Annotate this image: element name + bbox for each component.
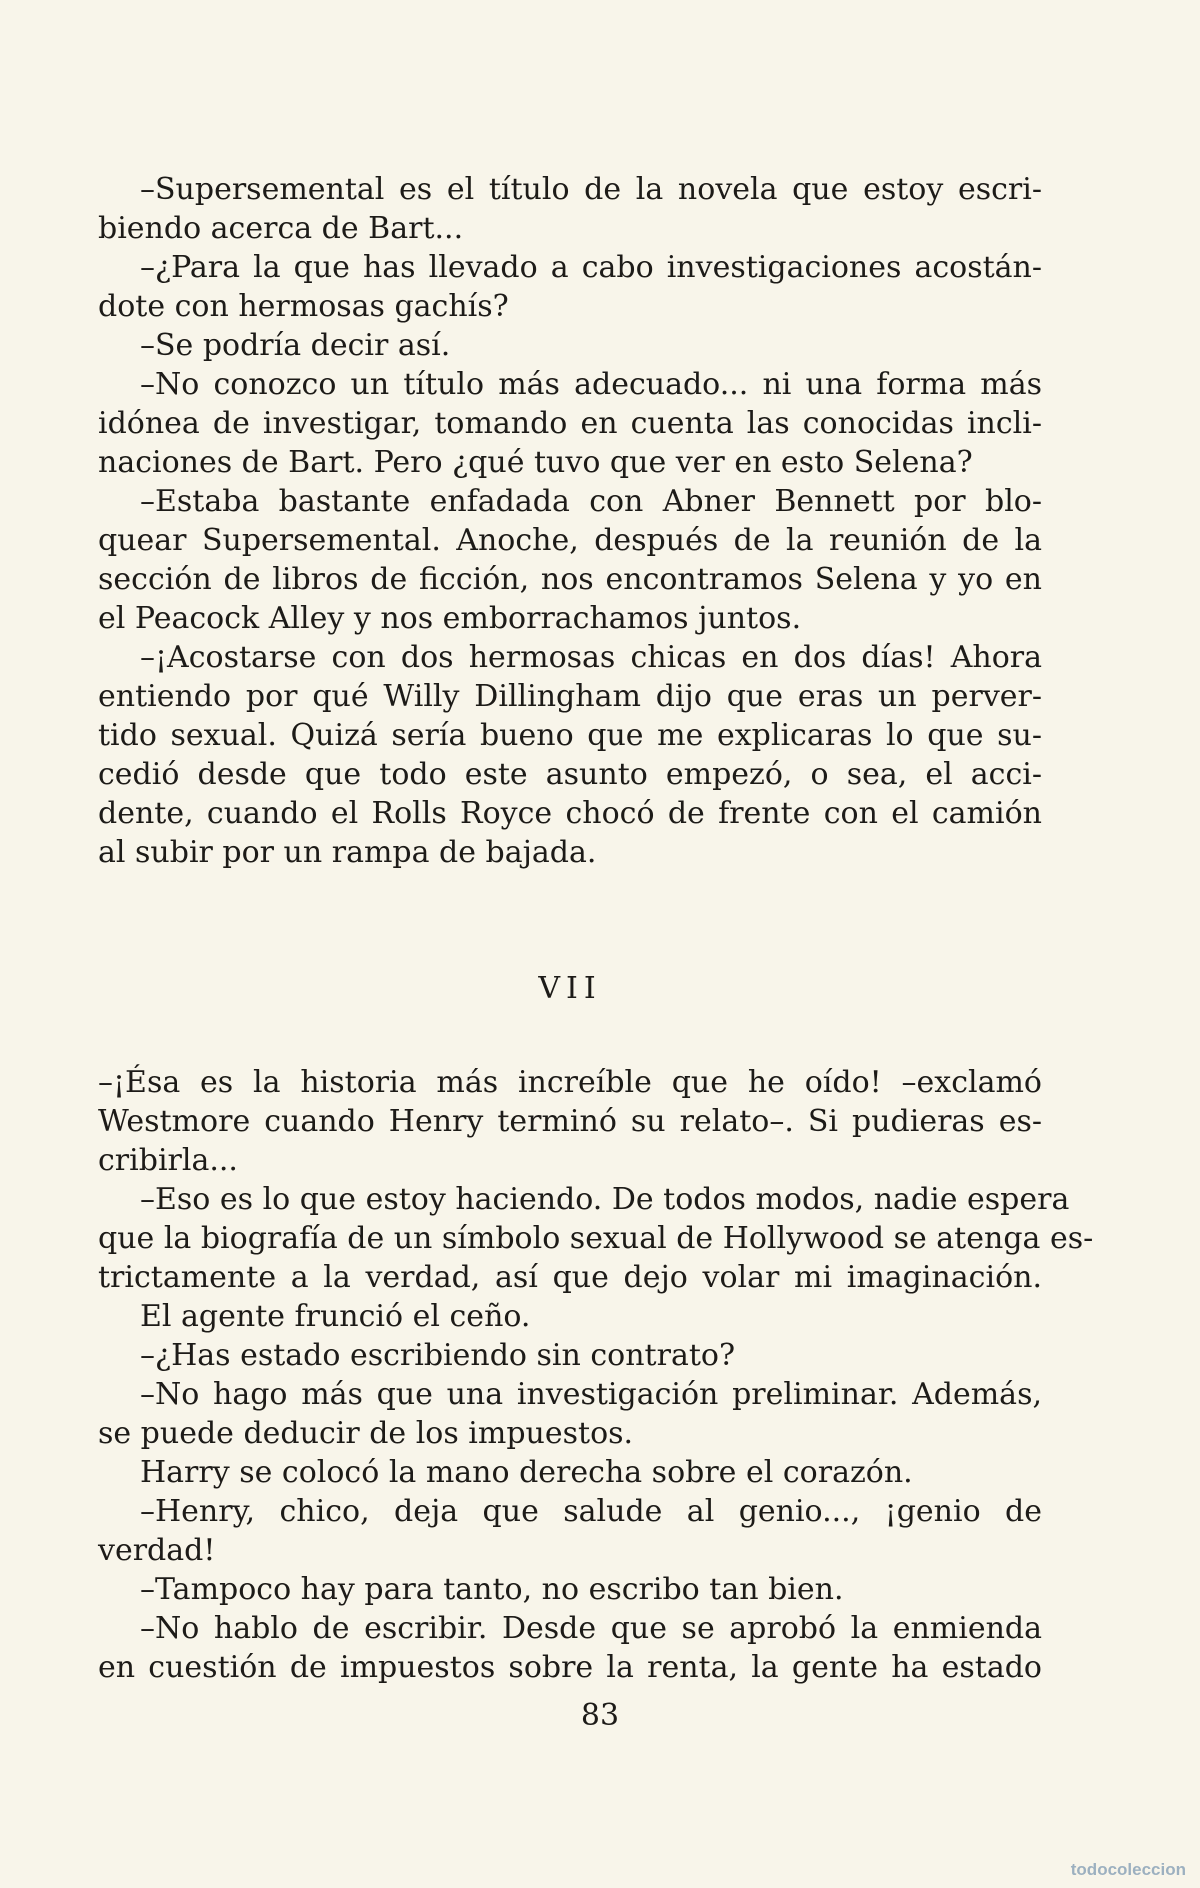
text-line: dente, cuando el Rolls Royce chocó de frente con el camión (98, 796, 1042, 831)
section-spacer (98, 1008, 1042, 1063)
text-line: biendo acerca de Bart... (98, 211, 464, 246)
text-line: sección de libros de ficción, nos encontramos Selena y yo en (98, 562, 1042, 597)
text-line: idónea de investigar, tomando en cuenta las conocidas incli- (98, 406, 1042, 441)
text-line: –Estaba bastante enfadada con Abner Bennett por blo- (140, 484, 1042, 519)
text-line: quear Supersemental. Anoche, después de la reunión de la (98, 523, 1042, 558)
text-line: –No hablo de escribir. Desde que se aprobó la enmienda (140, 1611, 1042, 1646)
text-line: entiendo por qué Willy Dillingham dijo que eras un perver- (98, 679, 1042, 714)
text-line: –¡Acostarse con dos hermosas chicas en dos días! Ahora (140, 640, 1042, 675)
watermark: todocoleccion (1070, 1860, 1186, 1879)
text-line: El agente frunció el ceño. (140, 1299, 531, 1334)
book-page-body (98, 170, 1094, 1687)
text-line: –Se podría decir así. (140, 328, 451, 363)
text-line: –Supersemental es el título de la novela que estoy escri- (140, 172, 1042, 207)
text-line: verdad! (98, 1533, 216, 1568)
text-line: el Peacock Alley y nos emborrachamos juntos. (98, 601, 802, 636)
text-line: en cuestión de impuestos sobre la renta, la gente ha estado (98, 1650, 1042, 1685)
text-line: tido sexual. Quizá sería bueno que me explicaras lo que su- (98, 718, 1042, 753)
text-line: –No hago más que una investigación preliminar. Además, (140, 1377, 1042, 1412)
page-number: 83 (580, 1698, 620, 1733)
text-line: que la biografía de un símbolo sexual de Hollywood se atenga es- (98, 1221, 1094, 1256)
text-line: al subir por un rampa de bajada. (98, 835, 597, 870)
chapter-heading: VII (538, 971, 602, 1006)
text-line: naciones de Bart. Pero ¿qué tuvo que ver en esto Selena? (98, 445, 973, 480)
text-line: cedió desde que todo este asunto empezó, o sea, el acci- (98, 757, 1042, 792)
text-line: –Eso es lo que estoy haciendo. De todos modos, nadie espera (140, 1182, 1070, 1217)
text-line: Westmore cuando Henry terminó su relato–. Si pudieras es- (98, 1104, 1042, 1139)
section-spacer (98, 872, 1042, 969)
text-line: cribirla... (98, 1143, 238, 1178)
text-line: –¿Has estado escribiendo sin contrato? (140, 1338, 736, 1373)
text-line: –¡Ésa es la historia más increíble que he oído! –exclamó (98, 1065, 1042, 1100)
text-line: trictamente a la verdad, así que dejo volar mi imaginación. (98, 1260, 1042, 1295)
text-line: –Henry, chico, deja que salude al genio..., ¡genio de (140, 1494, 1042, 1529)
text-line: se puede deducir de los impuestos. (98, 1416, 634, 1451)
text-line: Harry se colocó la mano derecha sobre el corazón. (140, 1455, 913, 1490)
text-line: –¿Para la que has llevado a cabo investigaciones acostán- (140, 250, 1042, 285)
text-line: –No conozco un título más adecuado... ni una forma más (140, 367, 1042, 402)
text-line: –Tampoco hay para tanto, no escribo tan bien. (140, 1572, 844, 1607)
text-line: dote con hermosas gachís? (98, 289, 509, 324)
